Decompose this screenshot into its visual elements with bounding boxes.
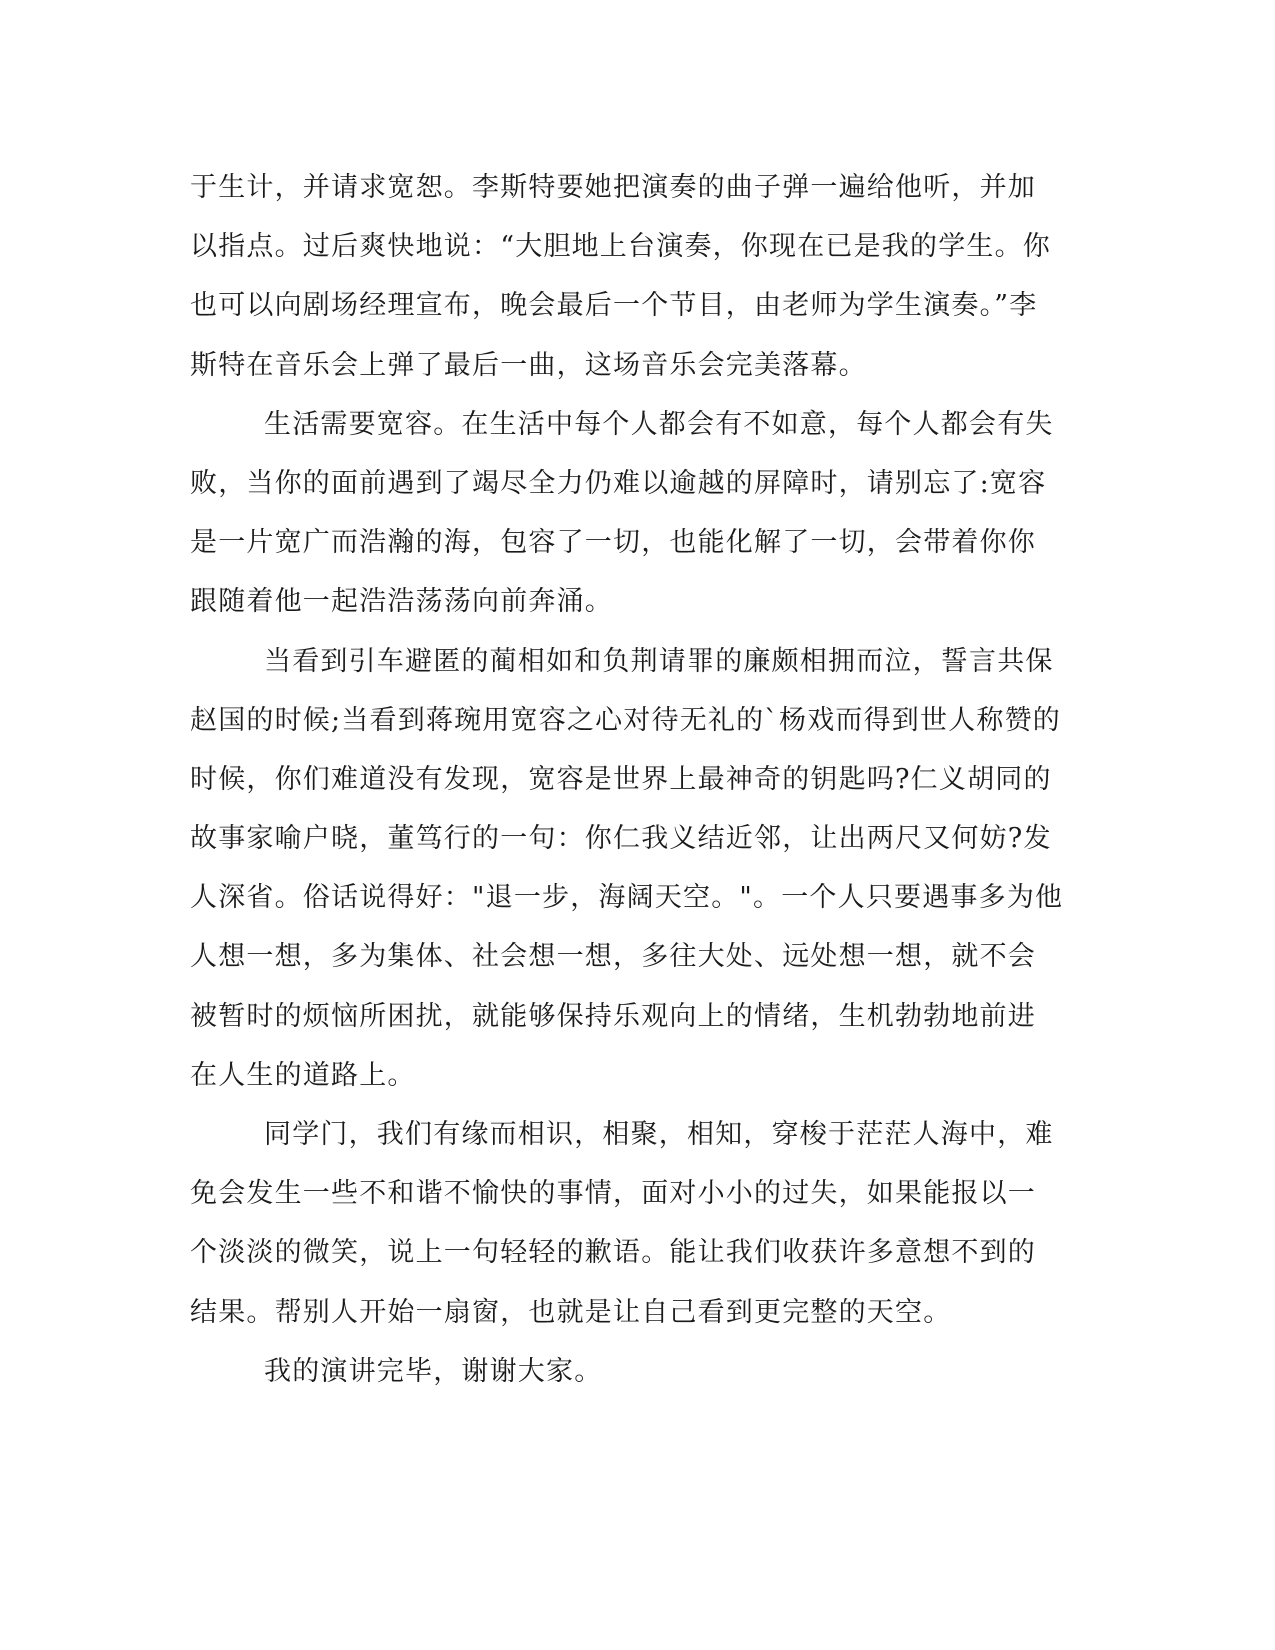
- document-body: [190, 158, 1070, 1401]
- text-line: 我的演讲完毕，谢谢大家。: [264, 1355, 603, 1387]
- text-line: 跟随着他一起浩浩荡荡向前奔涌。: [190, 586, 613, 618]
- text-line: 在人生的道路上。: [190, 1059, 416, 1091]
- text-line: 免会发生一些不和谐不愉快的事情，面对小小的过失，如果能报以一: [190, 1178, 1036, 1210]
- text-line: 于生计，并请求宽恕。李斯特要她把演奏的曲子弹一遍给他听，并加: [190, 172, 1036, 203]
- paragraph-2: [190, 395, 1070, 632]
- text-line: 时候，你们难道没有发现，宽容是世界上最神奇的钥匙吗?仁义胡同的: [190, 763, 1052, 795]
- text-line: 个淡淡的微笑，说上一句轻轻的歉语。能让我们收获许多意想不到的: [190, 1237, 1036, 1269]
- text-line: 败，当你的面前遇到了竭尽全力仍难以逾越的屏障时，请别忘了:宽容: [190, 467, 1047, 499]
- paragraph-5: [190, 1342, 1070, 1401]
- text-line: 结果。帮别人开始一扇窗，也就是让自己看到更完整的天空。: [190, 1296, 952, 1328]
- text-line: 当看到引车避匿的蔺相如和负荆请罪的廉颇相拥而泣，誓言共保: [264, 645, 1054, 677]
- text-line: 同学门，我们有缘而相识，相聚，相知，穿梭于茫茫人海中，难: [264, 1119, 1054, 1150]
- text-line: 人想一想，多为集体、社会想一想，多往大处、远处想一想，就不会: [190, 941, 1036, 973]
- text-line: 斯特在音乐会上弹了最后一曲，这场音乐会完美落幕。: [190, 349, 867, 381]
- paragraph-4: [190, 1105, 1070, 1342]
- text-line: 故事家喻户晓，董笃行的一句：你仁我义结近邻，让出两尺又何妨?发: [190, 823, 1052, 855]
- paragraph-1: [190, 158, 1070, 395]
- text-line: 生活需要宽容。在生活中每个人都会有不如意，每个人都会有失: [264, 408, 1054, 440]
- text-line: 被暂时的烦恼所困扰，就能够保持乐观向上的情绪，生机勃勃地前进: [190, 1000, 1036, 1032]
- text-line: 以指点。过后爽快地说：“大胆地上台演奏，你现在已是我的学生。你: [190, 231, 1052, 263]
- text-line: 是一片宽广而浩瀚的海，包容了一切，也能化解了一切，会带着你你: [190, 527, 1036, 559]
- text-line: 人深省。俗话说得好："退一步，海阔天空。"。一个人只要遇事多为他: [190, 882, 1064, 914]
- text-line: 赵国的时候;当看到蒋琬用宽容之心对待无礼的`杨戏而得到世人称赞的: [190, 704, 1061, 736]
- paragraph-3: [190, 632, 1070, 1106]
- text-line: 也可以向剧场经理宣布，晚会最后一个节目，由老师为学生演奏。”李: [190, 290, 1038, 322]
